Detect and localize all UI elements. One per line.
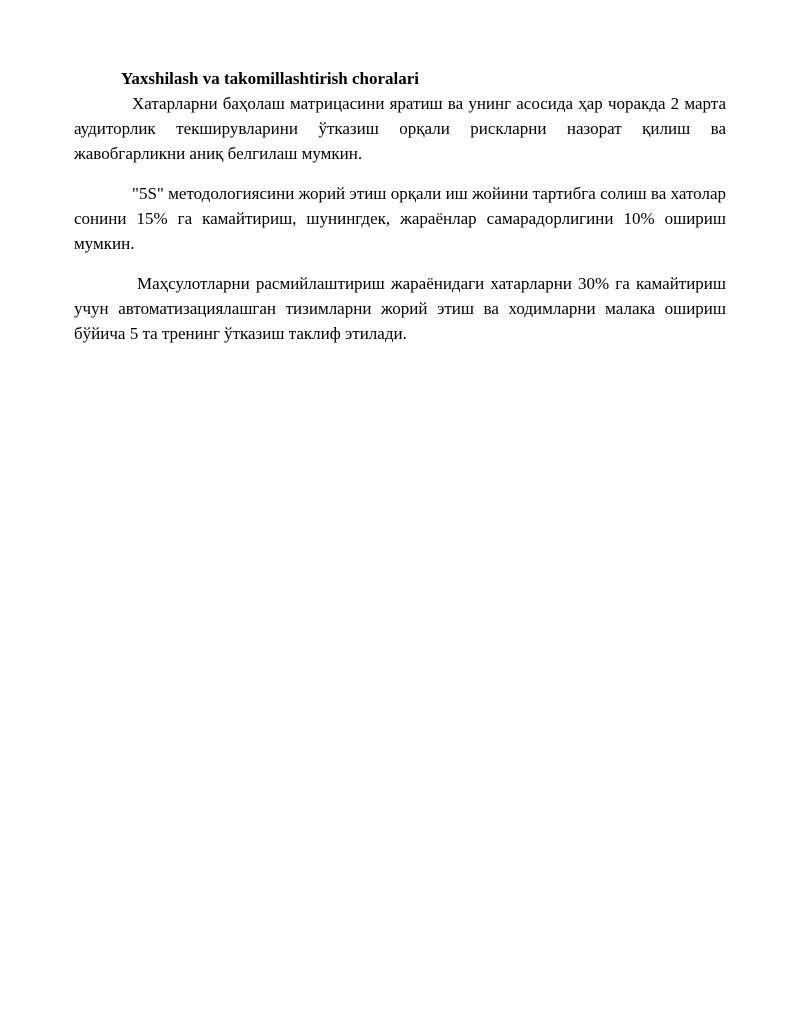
document-body (74, 67, 726, 346)
paragraph-automation-training: Маҳсулотларни расмийлаштириш жараёнидаги хатарларни 30% га камайтириш учун автоматизациялашган тизимларни жорий этиш ва ходимларни малака ошириш бўйича 5 та тренинг ўтказиш таклиф этилади. (74, 274, 726, 343)
paragraph-5s-methodology: "5S" методологиясини жорий этиш орқали иш жойини тартибга солиш ва хатолар сонини 15% га камайтириш, шунингдек, жараёнлар самарадорлигини 10% ошириш мумкин. (74, 184, 726, 253)
section-heading: Yaxshilash va takomillashtirish choralari (121, 69, 420, 88)
paragraph-risk-matrix: Хатарларни баҳолаш матрицасини яратиш ва унинг асосида ҳар чоракда 2 марта аудиторлик текширувларини ўтказиш орқали рискларни назорат қилиш ва жавобгарликни аниқ белгилаш мумкин. (74, 94, 726, 163)
